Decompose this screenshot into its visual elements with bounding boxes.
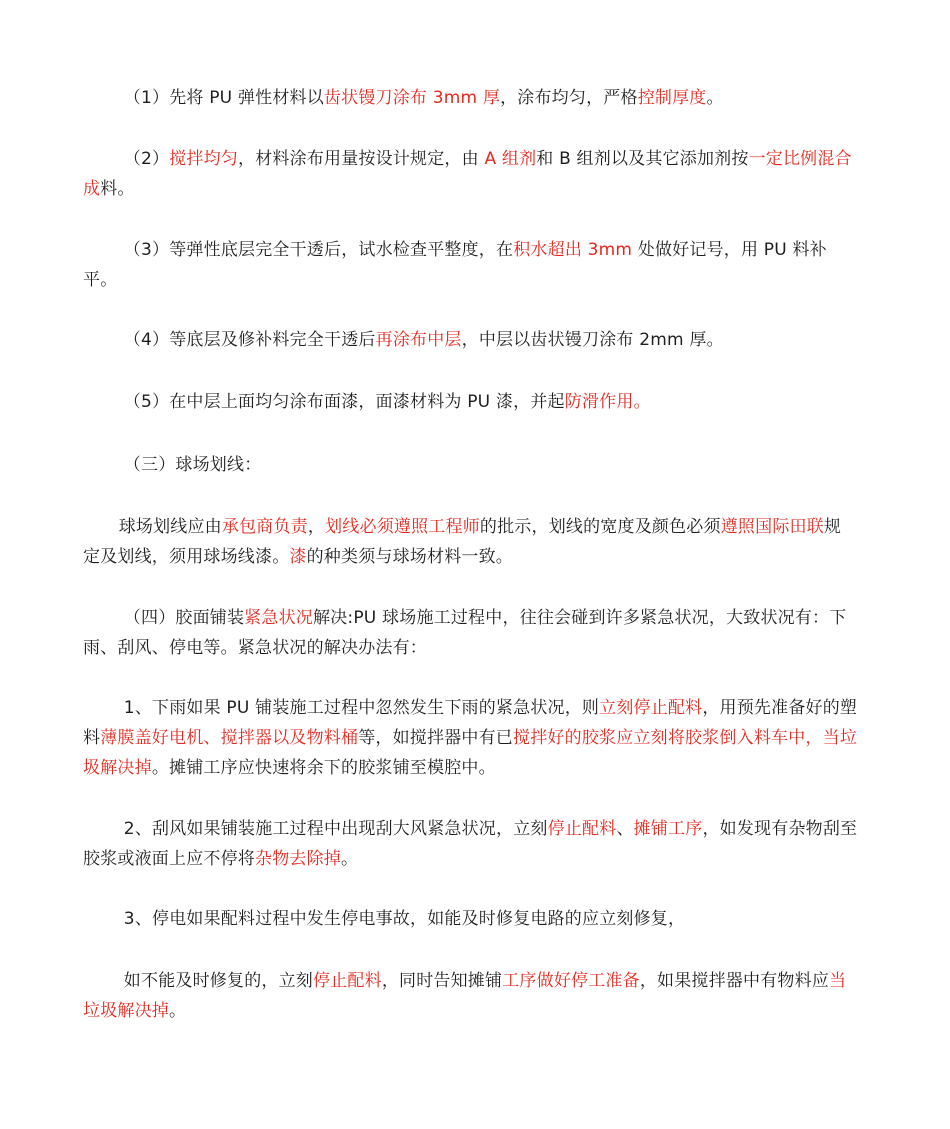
paragraph-power-outage	[83, 904, 858, 934]
highlighted-text: 当垃圾解决掉	[83, 971, 847, 1021]
body-text: （2）	[123, 149, 170, 169]
body-text: （5）在中层上面均匀涂布面漆，面漆材料为 PU 漆，并起	[123, 392, 565, 412]
paragraph-power-outage-cont	[83, 966, 858, 1026]
body-text: ，同时告知摊铺	[381, 971, 503, 991]
body-text: 3、停电如果配料过程中发生停电事故，如能及时修复电路的应立刻修复，	[123, 909, 686, 929]
body-text: ，如果搅拌器中有物料应	[639, 971, 830, 991]
paragraph-5	[83, 387, 858, 417]
highlighted-text: 薄膜盖好电机、搅拌器以及物料桶	[100, 728, 359, 748]
highlighted-text: 停止配料	[547, 819, 617, 839]
body-text: 。	[706, 88, 724, 108]
body-text: （4）等底层及修补料完全干透后	[123, 330, 376, 350]
highlighted-text: 一定比例混合成	[83, 149, 852, 199]
body-text: ，中层以齿状镘刀涂布 2mm 厚。	[461, 330, 724, 350]
highlighted-text: 杂物去除掉	[255, 849, 341, 869]
highlighted-text: 搅拌好的胶浆应立刻将胶浆倒入料车中，当垃圾解决掉	[83, 728, 858, 778]
body-text: （3）等弹性底层完全干透后，试水检查平整度，在	[123, 240, 514, 260]
body-text: 和 B 组剂以及其它添加剂按	[536, 149, 749, 169]
highlighted-text: 搅拌均匀	[169, 149, 239, 169]
body-text: 规定及划线，须用球场线漆。	[83, 517, 842, 567]
highlighted-text: 工序做好停工准备	[502, 971, 640, 991]
highlighted-text: 控制厚度	[637, 88, 707, 108]
paragraph-4	[83, 325, 858, 355]
body-text: 处做好记号，用 PU 料补平。	[83, 240, 827, 290]
body-text: ，用预先准备好的塑料	[83, 698, 858, 748]
body-text: 。摊铺工序应快速将余下的胶浆铺至模腔中。	[151, 758, 496, 778]
section-heading-court-marking	[83, 450, 858, 480]
body-text: 等，如搅拌器中有已	[358, 728, 514, 748]
highlighted-text: 承包商负责	[221, 517, 308, 537]
body-text: 解决:PU 球场施工过程中，往往会碰到许多紧急状况，大致状况有：下雨、刮风、停电等。紧急状况的解决办法有：	[83, 608, 847, 658]
body-text: ，如发现有杂物刮至胶浆或液面上应不停将	[83, 819, 858, 869]
paragraph-rain	[83, 693, 858, 783]
body-text: 的种类须与球场材料一致。	[306, 547, 514, 567]
highlighted-text: 齿状镘刀涂布 3mm 厚	[323, 88, 501, 108]
body-text: ，涂布均匀，严格	[500, 88, 638, 108]
body-text: 。	[169, 1001, 187, 1021]
body-text: （1）先将 PU 弹性材料以	[123, 88, 324, 108]
highlighted-text: 漆	[289, 547, 307, 567]
body-text: 2、刮风如果铺装施工过程中出现刮大风紧急状况，立刻	[123, 819, 548, 839]
body-text: 的批示，划线的宽度及颜色必须	[479, 517, 721, 537]
highlighted-text: 紧急状况	[244, 608, 314, 628]
highlighted-text: 摊铺工序	[633, 819, 703, 839]
highlighted-text: A 组剂	[484, 149, 537, 169]
body-text: 。	[341, 849, 359, 869]
body-text: （四）胶面铺装	[123, 608, 245, 628]
body-text: 、	[616, 819, 634, 839]
highlighted-text: 停止配料	[313, 971, 382, 991]
highlighted-text: 遵照国际田联	[720, 517, 824, 537]
highlighted-text: 划线必须遵照工程师	[325, 517, 480, 537]
body-text: ，材料涂布用量按设计规定，由	[238, 149, 485, 169]
paragraph-wind	[83, 814, 858, 874]
paragraph-court-marking	[83, 512, 858, 572]
paragraph-3	[83, 235, 858, 295]
body-text: 1、下雨如果 PU 铺装施工过程中忽然发生下雨的紧急状况，则	[123, 698, 600, 718]
body-text: ，	[307, 517, 326, 537]
highlighted-text: 防滑作用。	[564, 392, 651, 412]
body-text: （三）球场划线：	[123, 455, 262, 475]
highlighted-text: 立刻停止配料	[599, 698, 703, 718]
paragraph-2	[83, 144, 858, 204]
paragraph-1	[83, 83, 858, 113]
body-text: 球场划线应由	[118, 517, 222, 537]
paragraph-emergency-intro	[83, 603, 858, 663]
highlighted-text: 再涂布中层	[375, 330, 462, 350]
highlighted-text: 积水超出 3mm	[513, 240, 633, 260]
body-text: 如不能及时修复的，立刻	[123, 971, 313, 991]
body-text: 料。	[100, 179, 135, 199]
